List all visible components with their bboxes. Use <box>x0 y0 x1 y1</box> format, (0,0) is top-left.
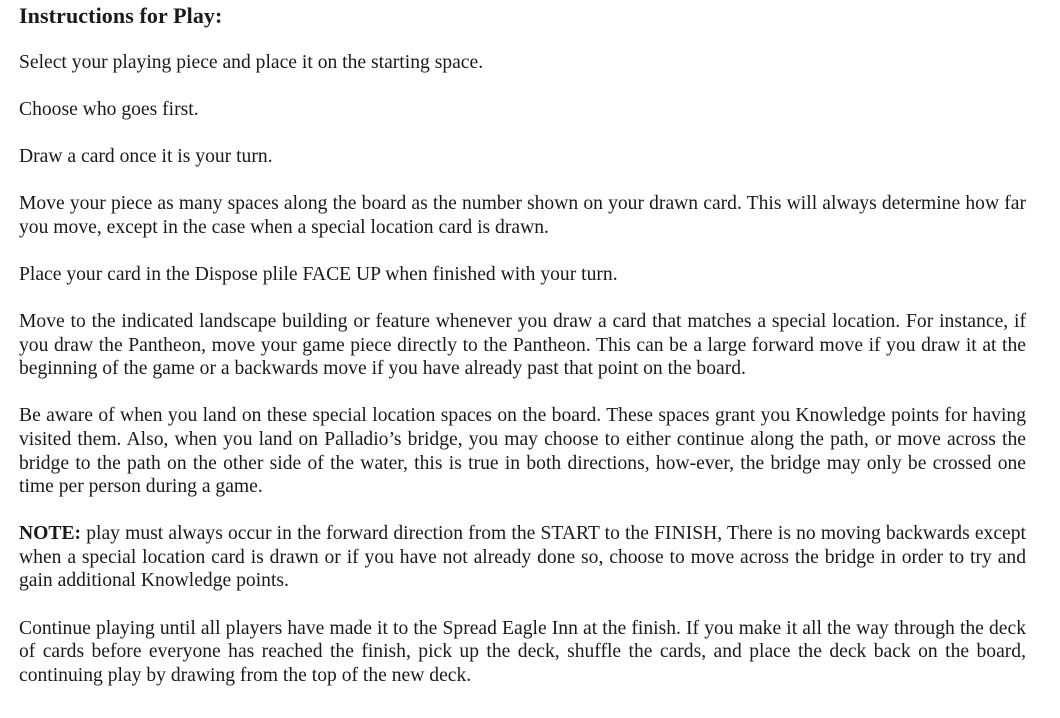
instruction-paragraph-6: Move to the indicated landscape building or feature whenever you draw a card that matches a special location. For instance, if you draw the Pantheon, move your game piece directly to the Pantheon. This can be a large forward move if you draw it at the beginning of the game or a backwards move if you have already past that point on the board. <box>19 311 1026 380</box>
note-paragraph <box>19 522 1026 593</box>
instruction-paragraph-1: Select your playing piece and place it on the starting space. <box>19 52 484 73</box>
instructions-page <box>19 0 1026 687</box>
instruction-paragraph-3: Draw a card once it is your turn. <box>19 146 273 168</box>
instruction-paragraph-2: Choose who goes first. <box>19 99 199 121</box>
instruction-paragraph-7: Be aware of when you land on these special location spaces on the board. These spaces grant you Knowledge points for having visited them. Also, when you land on Palladio’s bridge, you may choose to either continue along the path, or move across the bridge to the path on the other side of the water, this is true in both directions, how-ever, the bridge may only be crossed one time per person during a game. <box>19 405 1026 498</box>
note-text: play must always occur in the forward direction from the START to the FINISH, There is no moving backwards except when a special location card is drawn or if you have not already done so, choose to move across the bridge in order to try and gain additional Knowledge points. <box>19 523 1026 592</box>
note-label: NOTE: <box>19 523 82 545</box>
instruction-paragraph-9: Continue playing until all players have made it to the Spread Eagle Inn at the finish. If you make it all the way through the deck of cards before everyone has reached the finish, pick up the deck, shuffle the cards, and place the deck back on the board, continuing play by drawing from the top of the new deck. <box>19 617 1026 686</box>
page-title: Instructions for Play: <box>19 3 223 28</box>
instruction-paragraph-5: Place your card in the Dispose plile FACE UP when finished with your turn. <box>19 263 618 285</box>
instruction-paragraph-4: Move your piece as many spaces along the board as the number shown on your drawn card. This will always determine how far you move, except in the case when a special location card is drawn. <box>19 193 1026 238</box>
